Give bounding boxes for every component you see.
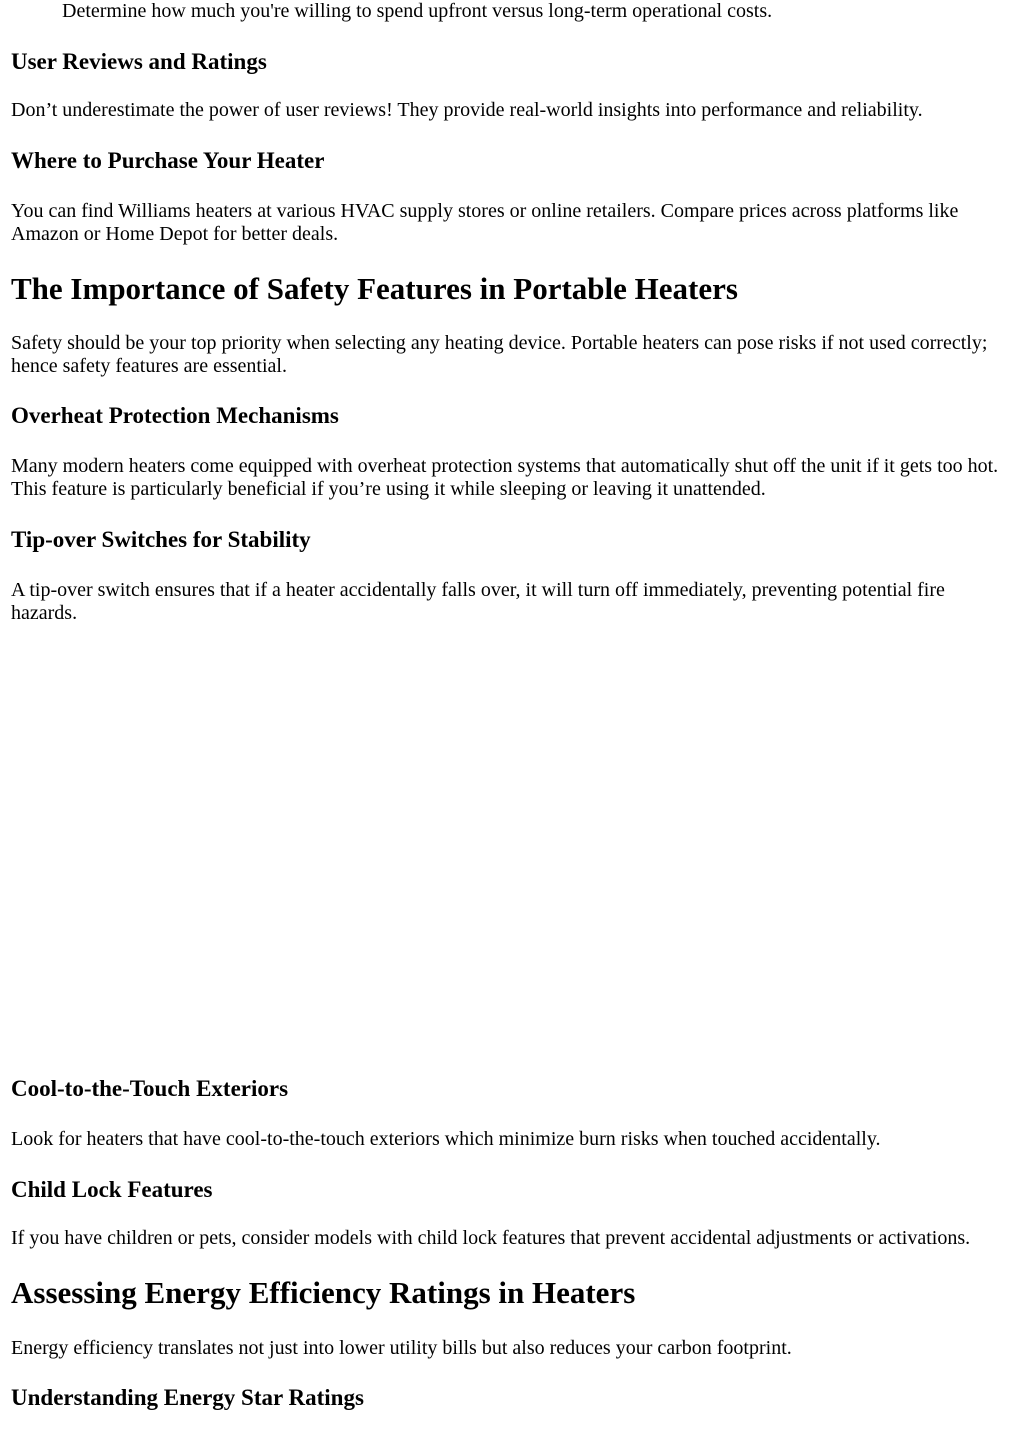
safety-paragraph: Safety should be your top priority when selecting any heating device. Portable heaters can pose risks if not used correctly; hence safety features are essential. <box>11 332 988 377</box>
cool-touch-paragraph: Look for heaters that have cool-to-the-touch exteriors which minimize burn risks when touched accidentally. <box>11 1128 881 1150</box>
overheat-heading: Overheat Protection Mechanisms <box>11 403 339 428</box>
safety-heading: The Importance of Safety Features in Portable Heaters <box>11 271 738 306</box>
overheat-paragraph: Many modern heaters come equipped with overheat protection systems that automatically shut off the unit if it gets too hot. This feature is particularly beneficial if you’re using it while sleeping or leaving it unattended. <box>11 455 999 500</box>
child-lock-paragraph: If you have children or pets, consider models with child lock features that prevent accidental adjustments or activations. <box>11 1227 971 1249</box>
purchase-heading: Where to Purchase Your Heater <box>11 148 325 173</box>
budget-note: Determine how much you're willing to spend upfront versus long-term operational costs. <box>62 0 773 22</box>
energy-star-heading: Understanding Energy Star Ratings <box>11 1385 364 1410</box>
reviews-heading: User Reviews and Ratings <box>11 49 267 74</box>
child-lock-heading: Child Lock Features <box>11 1177 213 1202</box>
energy-efficiency-heading: Assessing Energy Efficiency Ratings in Heaters <box>11 1275 636 1310</box>
tipover-heading: Tip-over Switches for Stability <box>11 527 311 552</box>
reviews-paragraph: Don’t underestimate the power of user reviews! They provide real-world insights into performance and reliability. <box>11 99 923 121</box>
tipover-paragraph: A tip-over switch ensures that if a heater accidentally falls over, it will turn off immediately, preventing potential fire hazards. <box>11 579 945 624</box>
energy-efficiency-paragraph: Energy efficiency translates not just into lower utility bills but also reduces your carbon footprint. <box>11 1337 792 1359</box>
cool-touch-heading: Cool-to-the-Touch Exteriors <box>11 1076 289 1101</box>
purchase-paragraph: You can find Williams heaters at various HVAC supply stores or online retailers. Compare prices across platforms like Amazon or Home Depot for better deals. <box>11 200 959 245</box>
blank-ad-space <box>11 660 1004 1050</box>
